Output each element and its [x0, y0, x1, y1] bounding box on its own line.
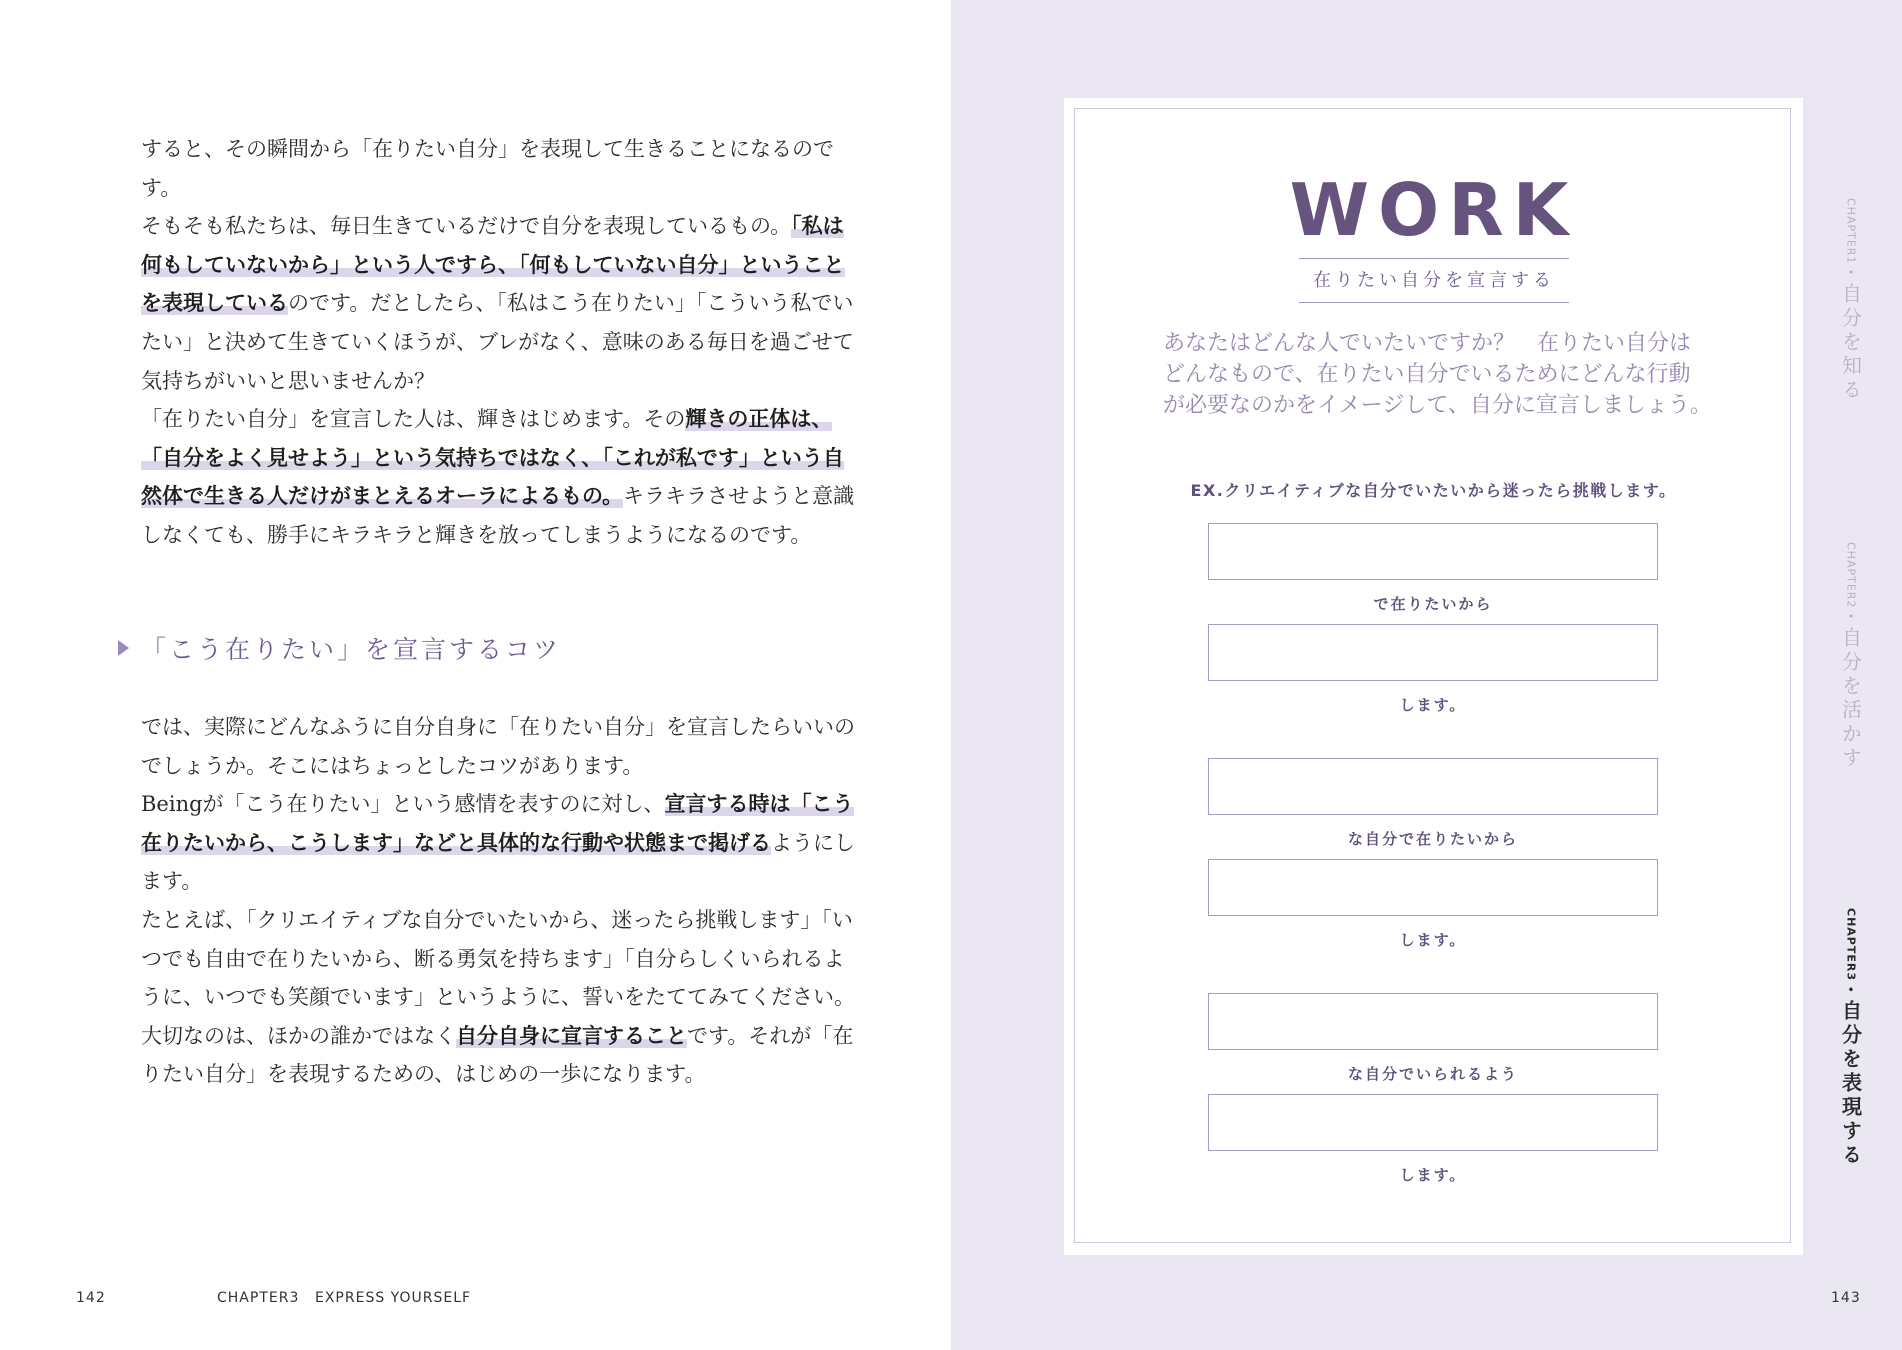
intro-line: が必要なのかをイメージして、自分に宣言しましょう。: [1163, 393, 1712, 418]
intro-line: あなたはどんな人でいたいですか？ 在りたい自分は: [1163, 331, 1692, 356]
body-paragraph: [120, 1017, 860, 1094]
paragraph-text: 大切なのは、ほかの誰かではなく: [141, 1023, 456, 1048]
work-subtitle: 在りたい自分を宣言する: [1313, 270, 1555, 291]
body-text-top: [120, 130, 860, 555]
answer-caption: な自分で在りたいから: [1347, 830, 1518, 848]
subtitle-rule-top: [1299, 258, 1569, 259]
body-paragraph: [120, 785, 860, 901]
paragraph-text: たとえば、「クリエイティブな自分でいたいから、迷ったら挑戦します」「いつでも自由で在りたいから、断る勇気を持ちます」「自分らしくいられるように、いつでも笑顔でいます」というように、誓いをたててみてください。: [141, 907, 855, 1010]
highlighted-text: 自分自身に宣言すること: [456, 1022, 687, 1048]
answer-box[interactable]: [1208, 993, 1658, 1050]
work-title: WORK: [1289, 168, 1578, 252]
side-tab-chapter-label: CHAPTER3: [1844, 908, 1858, 981]
answer-caption: します。: [1399, 696, 1467, 714]
side-tab-dot: •: [1848, 612, 1854, 624]
highlighted-text: 輝きの正体は、「自分をよく見せよう」という気持ちではなく、「これが私です」という自然体で生きる人だけがまとえるオーラによるもの。: [141, 406, 844, 509]
answer-box[interactable]: [1208, 758, 1658, 815]
answer-box[interactable]: [1208, 859, 1658, 916]
side-tab-dot: •: [1848, 268, 1854, 280]
answer-caption: します。: [1399, 1166, 1467, 1184]
side-tab-chapter-label: CHAPTER1: [1844, 198, 1858, 265]
paragraph-text: キラキラさせようと意識しなくても、勝手にキラキラと輝きを放ってしまうようになるのです。: [141, 484, 855, 547]
answer-box[interactable]: [1208, 624, 1658, 681]
side-tab-chapter1[interactable]: [1836, 198, 1866, 403]
answer-caption: します。: [1399, 931, 1467, 949]
body-paragraph: [120, 130, 860, 207]
paragraph-text: です。それが「在りたい自分」を表現するための、はじめの一歩になります。: [141, 1023, 854, 1087]
intro-line: どんなもので、在りたい自分でいるためにどんな行動: [1163, 362, 1691, 387]
work-example: EX.クリエイティブな自分でいたいから迷ったら挑戦します。: [1190, 481, 1677, 500]
page-number-left: 142: [76, 1290, 106, 1306]
triangle-bullet-icon: [118, 640, 129, 656]
page-number-right: 143: [1831, 1290, 1861, 1306]
paragraph-text: すると、その瞬間から「在りたい自分」を表現して生きることになるのです。: [141, 137, 834, 200]
paragraph-text: ようにします。: [141, 830, 855, 894]
chapter-label: CHAPTER3: [217, 1290, 300, 1306]
highlighted-text: 「私は何もしていないから」という人ですら、「何もしていない自分」ということを表現している: [141, 213, 845, 316]
paragraph-text: 「在りたい自分」を宣言した人は、輝きはじめます。その: [141, 407, 686, 432]
subtitle-rule-bottom: [1299, 302, 1569, 303]
body-paragraph: [120, 207, 860, 400]
side-tab-chapter2[interactable]: [1836, 542, 1866, 771]
side-tab-dot: •: [1847, 985, 1855, 996]
body-paragraph: [120, 400, 860, 554]
body-paragraph: [120, 708, 860, 785]
answer-box[interactable]: [1208, 1094, 1658, 1151]
paragraph-text: では、実際にどんなふうに自分自身に「在りたい自分」を宣言したらいいのでしょうか。そこにはちょっとしたコツがあります。: [141, 715, 855, 778]
side-tab-title: 自分を活かす: [1838, 627, 1863, 772]
side-tab-chapter3[interactable]: [1836, 908, 1866, 1168]
work-intro: [1163, 328, 1723, 421]
paragraph-text: そもそも私たちは、毎日生きているだけで自分を表現しているもの。: [141, 214, 792, 239]
chapter-title: EXPRESS YOURSELF: [315, 1290, 472, 1306]
side-tab-title: 自分を知る: [1838, 283, 1863, 404]
body-text-bottom: [120, 708, 860, 1094]
paragraph-text: Beingが「こう在りたい」という感情を表すのに対し、: [141, 792, 665, 817]
body-paragraph: [120, 901, 860, 1017]
highlighted-text: 宣言する時は「こう在りたいから、こうします」などと具体的な行動や状態まで掲げる: [141, 791, 854, 855]
paragraph-text: のです。だとしたら、「私はこう在りたい」「こういう私でいたい」と決めて生きていくほうが、ブレがなく、意味のある毎日を過ごせて気持ちがいいと思いませんか？: [141, 291, 854, 393]
side-tab-title: 自分を表現する: [1838, 1000, 1863, 1168]
side-tab-chapter-label: CHAPTER2: [1844, 542, 1858, 609]
answer-box[interactable]: [1208, 523, 1658, 580]
answer-caption: な自分でいられるよう: [1347, 1065, 1518, 1083]
section-heading: [118, 630, 561, 666]
answer-caption: で在りたいから: [1373, 595, 1493, 613]
section-heading-text: 「こう在りたい」を宣言するコツ: [141, 635, 562, 664]
